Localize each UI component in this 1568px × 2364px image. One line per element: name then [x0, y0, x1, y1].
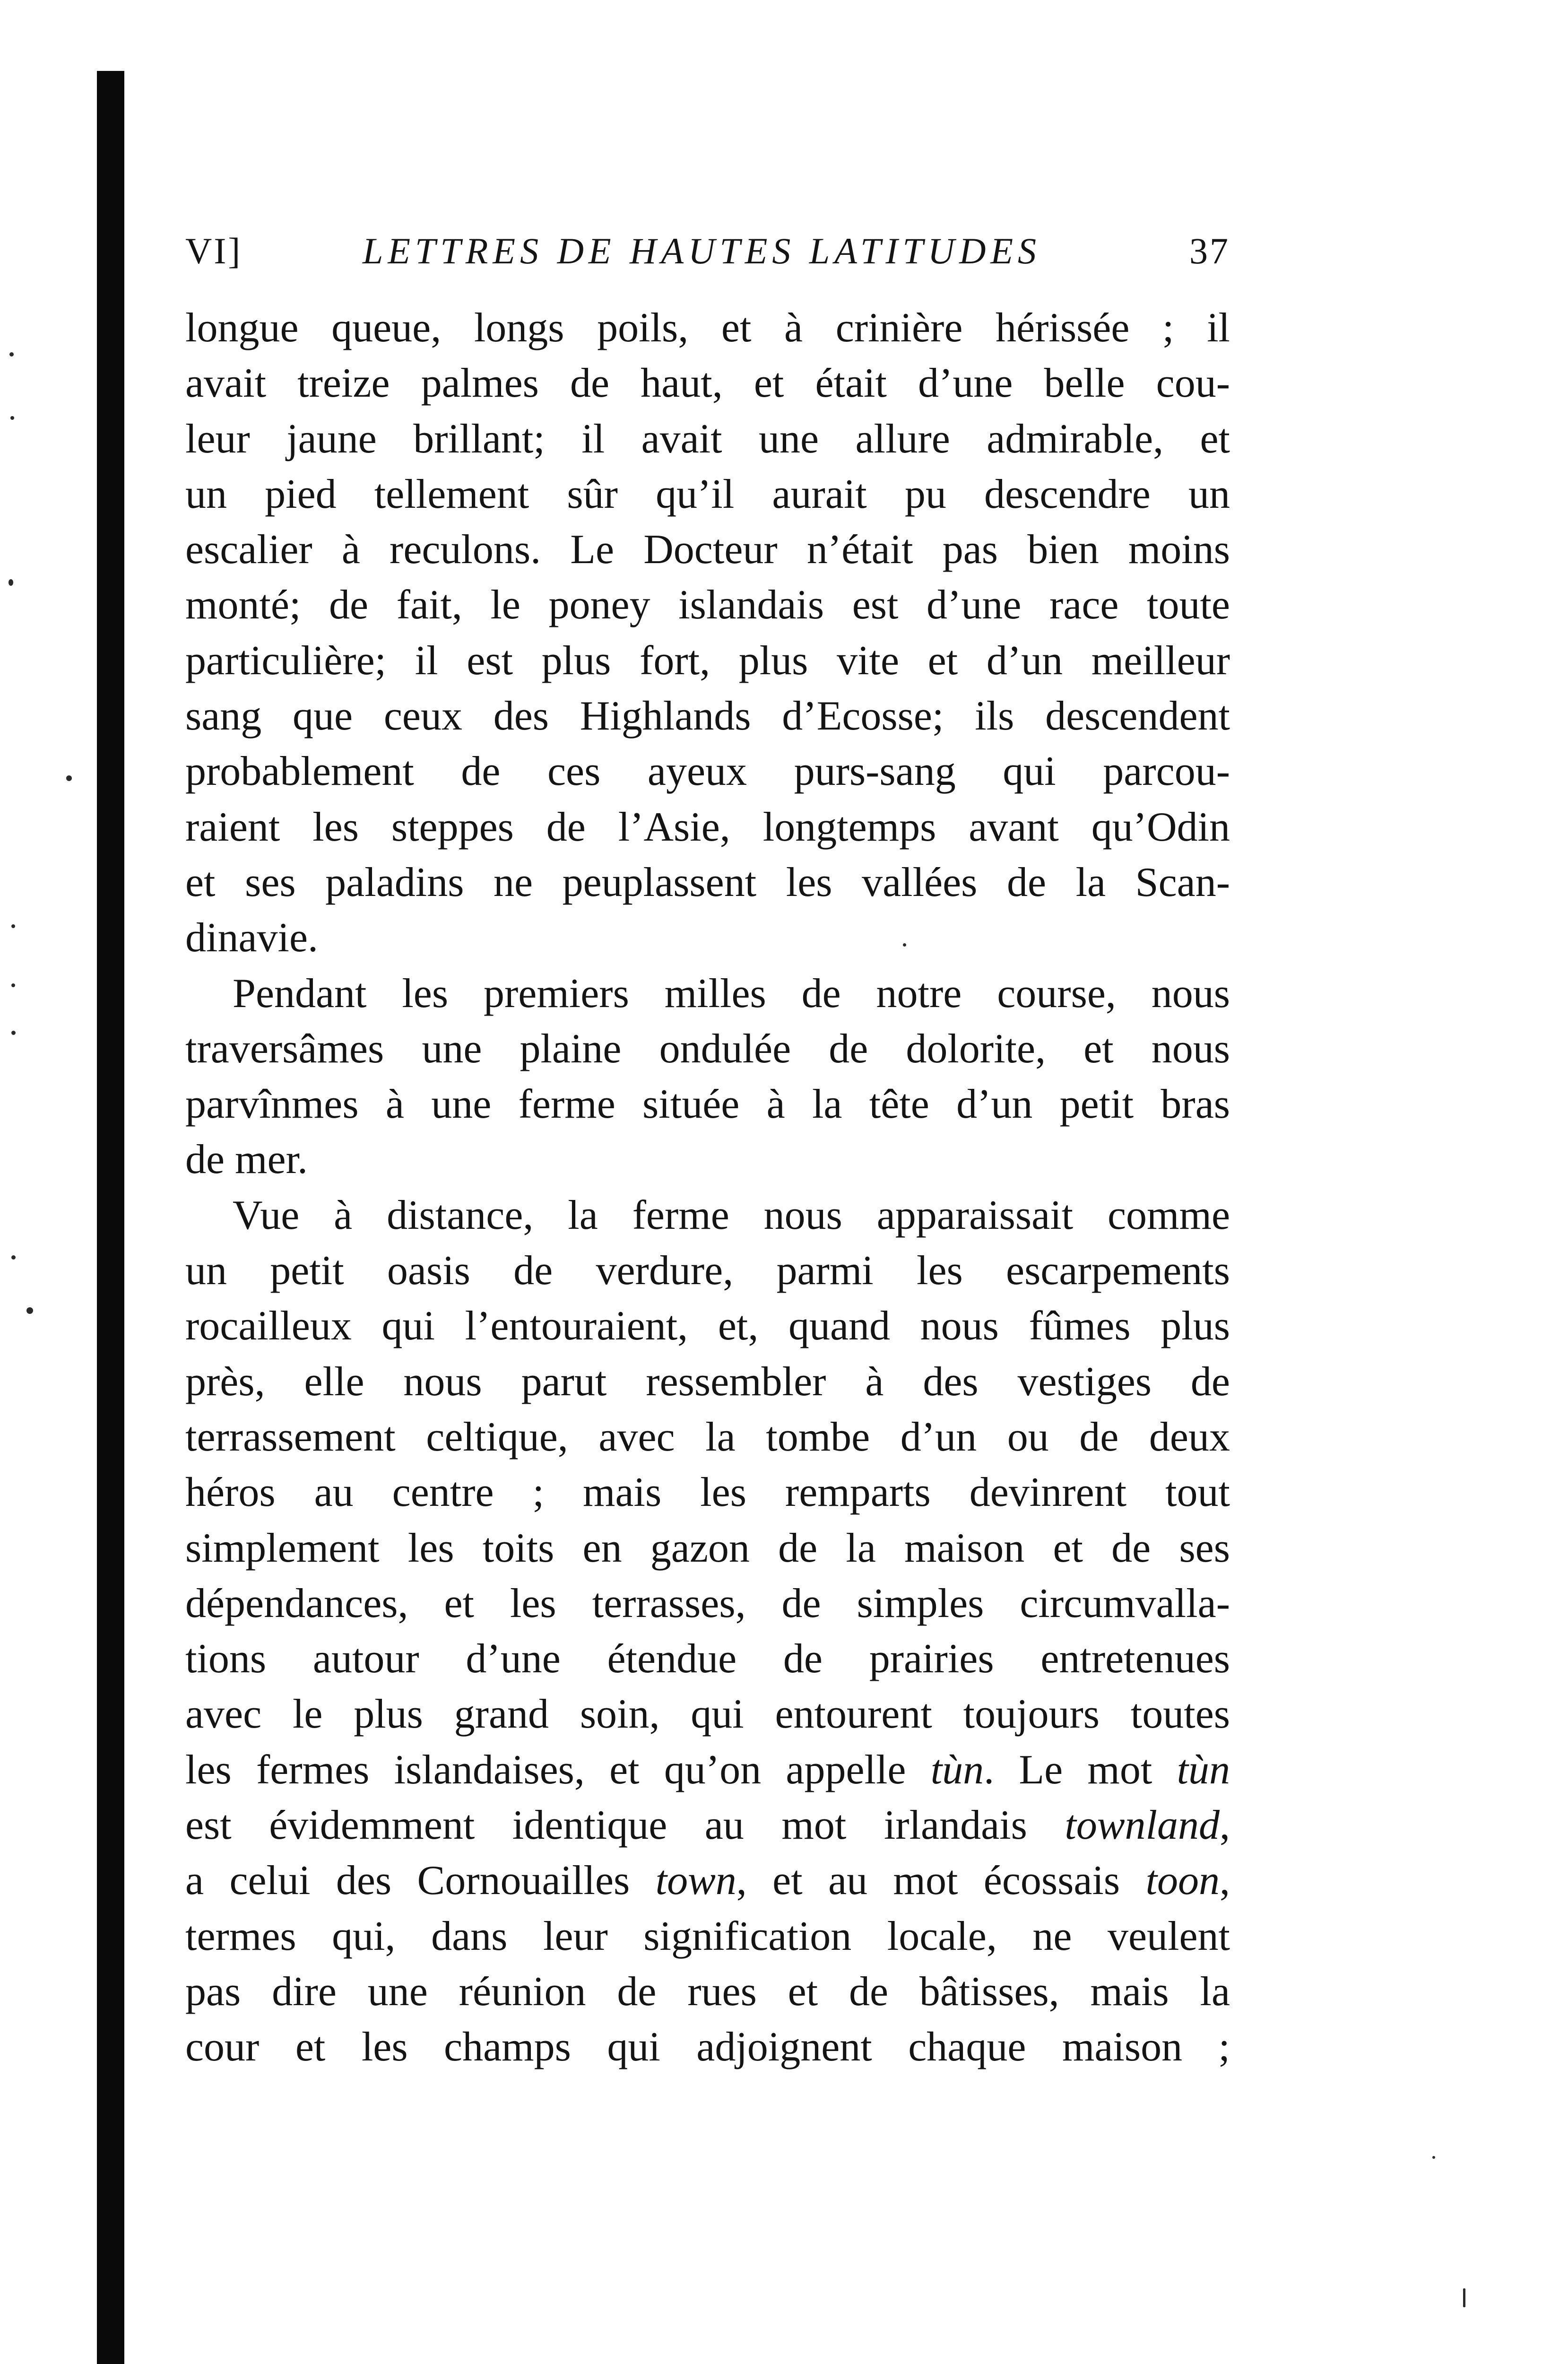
text-line: parvînmes à une ferme située à la tête d’un petit bras	[185, 1081, 1230, 1128]
text-line: leur jaune brillant; il avait une allure admirable, et	[185, 416, 1230, 462]
scan-speck	[9, 352, 14, 356]
text-line: probablement de ces ayeux purs-sang qui parcou-	[185, 748, 1230, 795]
text-line: longue queue, longs poils, et à crinière hérissée ; il	[185, 305, 1230, 351]
running-title: LETTRES DE HAUTES LATITUDES	[363, 230, 1041, 271]
text-line: tions autour d’une étendue de prairies entretenues	[185, 1636, 1230, 1682]
scan-speck	[1463, 2288, 1465, 2307]
body-text	[185, 300, 1230, 2075]
text-line: un pied tellement sûr qu’il aurait pu descendre un	[185, 471, 1230, 517]
text-line: héros au centre ; mais les remparts devinrent tout	[185, 1469, 1230, 1516]
text-line: dinavie.	[185, 915, 319, 961]
page-header	[185, 225, 1230, 277]
scan-speck	[66, 775, 72, 781]
text-segment: les fermes islandaises, et qu’on appelle	[185, 1747, 906, 1793]
text-line: traversâmes une plaine ondulée de dolorite, et nous	[185, 1026, 1230, 1072]
scan-speck	[11, 1031, 16, 1035]
text-segment: est évidemment identique au mot irlandais	[185, 1802, 1027, 1849]
italic-term: tùn	[930, 1747, 984, 1793]
text-line: termes qui, dans leur signification locale, ne veulent	[185, 1913, 1230, 1959]
chapter-section: VI]	[185, 230, 243, 271]
italic-term: townland	[1065, 1802, 1220, 1849]
scan-speck	[11, 983, 15, 987]
text-segment: ,	[1220, 1802, 1230, 1849]
text-line: raient les steppes de l’Asie, longtemps avant qu’Odin	[185, 804, 1230, 850]
scan-speck	[26, 1307, 33, 1314]
text-line: sang que ceux des Highlands d’Ecosse; ils descendent	[185, 693, 1230, 739]
text-line: rocailleux qui l’entouraient, et, quand nous fûmes plus	[185, 1303, 1230, 1349]
text-line	[185, 1853, 1230, 1908]
text-line: simplement les toits en gazon de la maison et de ses	[185, 1525, 1230, 1571]
text-line: terrassement celtique, avec la tombe d’un ou de deux	[185, 1414, 1230, 1460]
text-line: Vue à distance, la ferme nous apparaissait comme	[233, 1192, 1230, 1238]
text-line: un petit oasis de verdure, parmi les escarpements	[185, 1248, 1230, 1294]
page-number: 37	[1189, 230, 1230, 271]
text-segment: ,	[1220, 1858, 1230, 1904]
text-segment: , et au mot écossais	[736, 1858, 1120, 1904]
text-line: particulière; il est plus fort, plus vite et d’un meilleur	[185, 637, 1230, 684]
binding-edge	[97, 71, 124, 2364]
scan-speck	[1432, 2156, 1435, 2159]
scan-speck	[10, 416, 14, 420]
italic-term: toon	[1145, 1858, 1220, 1904]
text-line: pas dire une réunion de rues et de bâtisses, mais la	[185, 1968, 1230, 2015]
text-line	[185, 1798, 1230, 1853]
text-line: monté; de fait, le poney islandais est d’une race toute	[185, 582, 1230, 628]
italic-term: tùn	[1177, 1747, 1230, 1793]
text-line: escalier à reculons. Le Docteur n’était pas bien moins	[185, 527, 1230, 573]
scan-speck	[11, 1255, 16, 1260]
text-line: cour et les champs qui adjoignent chaque maison ;	[185, 2024, 1230, 2070]
text-line: Pendant les premiers milles de notre course, nous	[233, 970, 1230, 1017]
text-line: et ses paladins ne peuplassent les vallées de la Scan-	[185, 859, 1230, 905]
text-segment: . Le mot	[984, 1747, 1152, 1793]
text-line: près, elle nous parut ressembler à des vestiges de	[185, 1358, 1230, 1405]
text-line: dépendances, et les terrasses, de simples circumvalla-	[185, 1580, 1230, 1626]
text-line: de mer.	[185, 1137, 308, 1183]
text-line	[185, 1742, 1230, 1798]
scan-speck	[9, 579, 13, 586]
text-line: avait treize palmes de haut, et était d’une belle cou-	[185, 360, 1230, 407]
italic-term: town	[655, 1858, 736, 1904]
text-segment: a celui des Cornouailles	[185, 1858, 630, 1904]
scan-speck	[11, 924, 15, 928]
text-line: avec le plus grand soin, qui entourent toujours toutes	[185, 1691, 1230, 1738]
